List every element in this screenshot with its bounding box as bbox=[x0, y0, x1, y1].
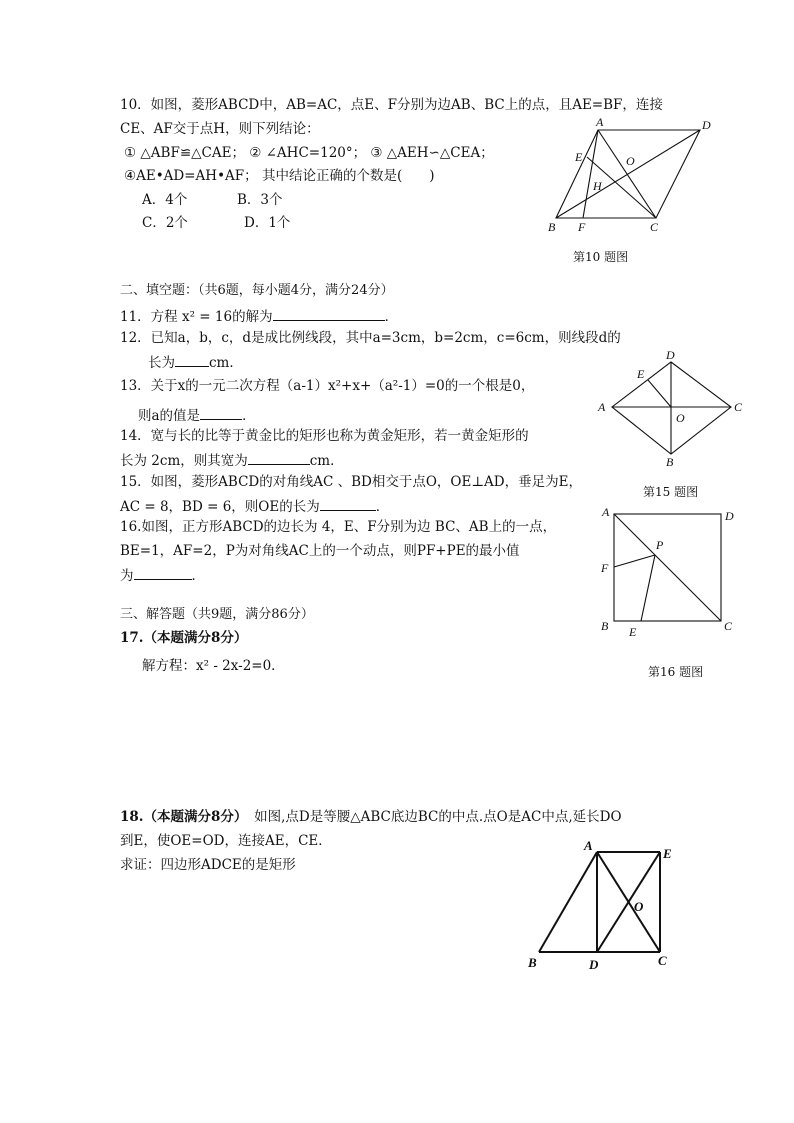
q15-line2-before: AC = 8，BD = 6，则OE的长为 bbox=[120, 499, 320, 515]
q16-label-e: E bbox=[629, 625, 637, 639]
q16-line1: 16.如图，正方形ABCD的边长为 4，E、F分别为边 BC、AB上的一点， bbox=[120, 519, 557, 535]
q11-answer-blank[interactable] bbox=[273, 306, 385, 321]
q16-segment-pf bbox=[614, 555, 655, 567]
q11-text-after: ． bbox=[384, 309, 399, 325]
q15-label-c: C bbox=[734, 400, 743, 414]
q13-line2-before: 则a的值是 bbox=[138, 408, 201, 424]
q10-label-c: C bbox=[650, 220, 659, 234]
q18-line3: 求证：四边形ADCE的是矩形 bbox=[120, 857, 296, 873]
q10-option-d: D．1个 bbox=[244, 215, 291, 231]
q18-figure bbox=[520, 835, 690, 975]
q18-segment-ab bbox=[539, 852, 597, 952]
q10-label-f: F bbox=[578, 220, 586, 234]
section3-heading: 三、解答题（共9题，满分86分） bbox=[120, 607, 314, 622]
q16-label-c: C bbox=[724, 619, 733, 633]
q16-segment-pe bbox=[641, 555, 655, 621]
q10-stem-line2: CE、AF交于点H，则下列结论： bbox=[120, 121, 320, 137]
q15-label-b: B bbox=[666, 455, 674, 469]
q14-line2-before: 长为 2cm，则其宽为 bbox=[120, 453, 248, 469]
q18-label-e: E bbox=[663, 846, 672, 861]
q10-label-h: H bbox=[593, 179, 602, 193]
q10-label-e: E bbox=[575, 150, 583, 164]
q18-label-b: B bbox=[528, 955, 537, 970]
q14-line2-after: cm． bbox=[309, 453, 344, 469]
q12-line2 bbox=[148, 352, 243, 372]
q15-segment-oe bbox=[648, 380, 671, 407]
q18-line1-rest: 如图,点D是等腰△ABC底边BC的中点.点O是AC中点,延长DO bbox=[240, 809, 622, 825]
q16-line3-after: ． bbox=[191, 568, 205, 584]
q10-stem-line1: 10．如图，菱形ABCD中，AB=AC，点E、F分别为边AB、BC上的点，且AE=BF，连接 bbox=[120, 97, 663, 113]
q12-line1: 12．已知a，b，c，d是成比例线段，其中a=3cm，b=2cm，c=6cm，则线段d的 bbox=[120, 330, 621, 346]
q13-line1: 13．关于x的一元二次方程（a-1）x²+x+（a²-1）=0的一个根是0， bbox=[120, 378, 535, 394]
q17-title: 17.（本题满分8分） bbox=[120, 630, 248, 646]
q15-label-e: E bbox=[637, 367, 645, 381]
q18-label-a: A bbox=[584, 838, 593, 853]
q10-label-d: D bbox=[702, 118, 711, 132]
q17-body: 解方程：x² - 2x-2=0． bbox=[142, 658, 285, 674]
q12-line2-before: 长为 bbox=[148, 355, 175, 371]
q18-label-o: O bbox=[634, 899, 644, 914]
q15-figure bbox=[595, 348, 755, 470]
q10-option-a: A．4个 bbox=[142, 192, 188, 208]
q16-line3-before: 为 bbox=[120, 568, 134, 584]
q11-line bbox=[120, 306, 398, 326]
q13-line2 bbox=[138, 405, 256, 425]
q16-line3 bbox=[120, 565, 205, 585]
q16-line2: BE=1，AF=2，P为对角线AC上的一个动点，则PF+PE的最小值 bbox=[120, 543, 520, 559]
q16-label-a: A bbox=[602, 505, 610, 519]
q15-figure-caption: 第15 题图 bbox=[643, 485, 699, 499]
q12-line2-after: cm． bbox=[209, 355, 243, 371]
q16-diagonal-ac bbox=[614, 514, 721, 621]
q15-line2-after: ． bbox=[375, 499, 390, 515]
q10-figure-caption: 第10 题图 bbox=[573, 250, 629, 264]
q16-answer-blank[interactable] bbox=[134, 565, 192, 580]
q10-conclusions-line1: ① △ABF≌△CAE； ② ∠AHC=120°； ③ △AEH∽△CEA； bbox=[124, 145, 494, 161]
q14-answer-blank[interactable] bbox=[248, 450, 310, 465]
q10-label-b: B bbox=[548, 220, 556, 234]
q18-line2: 到E，使OE=OD，连接AE，CE． bbox=[120, 833, 332, 849]
q18-label-d: D bbox=[589, 957, 599, 972]
q15-label-d: D bbox=[666, 348, 675, 362]
q14-line1: 14．宽与长的比等于黄金比的矩形也称为黄金矩形，若一黄金矩形的 bbox=[120, 428, 529, 444]
q13-line2-after: ． bbox=[242, 408, 256, 424]
q14-line2 bbox=[120, 450, 344, 470]
q16-label-p: P bbox=[656, 538, 664, 552]
q11-text-before: 11．方程 x² = 16的解为 bbox=[120, 309, 273, 325]
q15-answer-blank[interactable] bbox=[320, 496, 376, 511]
q10-segment-af bbox=[583, 130, 598, 218]
q15-line2 bbox=[120, 496, 389, 516]
q16-figure-caption: 第16 题图 bbox=[648, 665, 704, 679]
q10-option-b: B．3个 bbox=[237, 192, 283, 208]
q13-answer-blank[interactable] bbox=[200, 405, 242, 420]
q10-label-o: O bbox=[626, 154, 635, 168]
q16-figure bbox=[595, 500, 745, 640]
q16-label-b: B bbox=[601, 619, 609, 633]
q16-label-d: D bbox=[725, 509, 734, 523]
q12-answer-blank[interactable] bbox=[175, 352, 209, 367]
q10-figure bbox=[540, 110, 720, 235]
q10-option-c: C．2个 bbox=[142, 215, 188, 231]
section2-heading: 二、填空题：（共6题，每小题4分，满分24分） bbox=[120, 283, 394, 298]
q18-line1 bbox=[120, 808, 622, 826]
q15-line1: 15．如图，菱形ABCD的对角线AC 、BD相交于点O，OE⊥AD，垂足为E， bbox=[120, 474, 582, 490]
q10-conclusions-line2: ④AE•AD=AH•AF； 其中结论正确的个数是( ) bbox=[124, 168, 435, 184]
q18-title: 18.（本题满分8分） bbox=[120, 809, 241, 825]
q10-label-a: A bbox=[596, 115, 604, 129]
q18-label-c: C bbox=[658, 953, 667, 968]
q15-label-a: A bbox=[598, 400, 606, 414]
q16-label-f: F bbox=[601, 561, 609, 575]
q15-label-o: O bbox=[676, 411, 685, 425]
